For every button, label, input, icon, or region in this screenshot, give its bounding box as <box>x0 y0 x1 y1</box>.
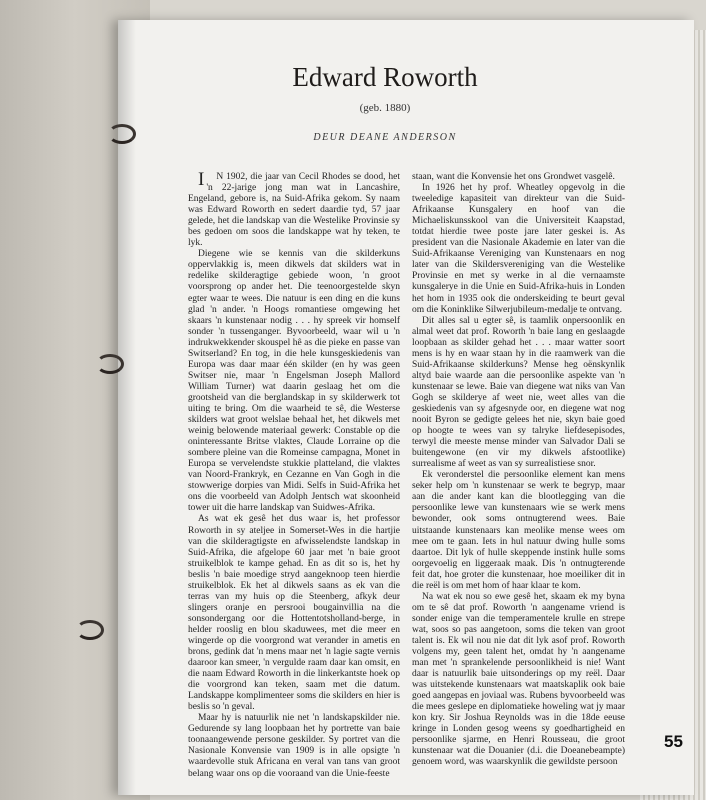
article-title: Edward Roworth <box>292 62 478 92</box>
paragraph: Dit alles sal u egter sê, is taamlik onpersoonlik en almal weet dat prof. Roworth 'n baie lang en geslaagde loopbaan as skilder gehad het . . . maar watter soort mens is hy en waar staan hy in die raamwerk van die Suid-Afrikaanse skilderkuns? Mense heg oënskynlik altyd baie waarde aan die persoonlike aspekte van 'n kunstenaar se lewe. Baie van diegene wat niks van Van Gogh se skilderye af weet nie, weet alles van die geskiedenis van sy afgesnyde oor, en diegene wat nog nooit Byron se gedigte gelees het nie, skyn baie goed op hoogte te wees van sy talryke liefdesepisodes, terwyl die meeste mense minder van Salvador Dali se buitengewone (en vir my dikwels afstootlike) surrealisme af weet as van sy surrealistiese snor. <box>412 315 625 470</box>
binder-ring <box>76 620 104 640</box>
right-text-column <box>412 172 625 769</box>
binder-ring <box>96 354 124 374</box>
article-byline: DEUR DEANE ANDERSON <box>313 132 457 143</box>
paragraph: Na wat ek nou so ewe gesê het, skaam ek my byna om te sê dat prof. Roworth 'n aangename vriend is sonder enige van die temperamentele krulle en strepe wat, soos so pas aangetoon, soms die teken van groot talent is. Ek wil nou nie dat dit lyk asof prof. Roworth volgens my, geen talent het, omdat hy 'n aangename man met 'n sprankelende persoonlikheid is nie! Want daar is natuurlik baie uitsonderings op my reël. Daar was uitstekende kunstenaars wat maatskaplik ook baie goed aangepas en joviaal was. Rubens byvoorbeeld was die mees geslepe en diplomatieke howeling wat jy maar kon kry. Sir Joshua Reynolds was in die 18de eeuse kringe in Londen gesog weens sy goedhartigheid en persoonlike sjarme, en Henri Rousseau, die groot kunstenaar wat die Douanier (d.i. die Doeanebeampte) genoem word, was waarskynlik die gewildste persoon <box>412 591 625 768</box>
paragraph: Diegene wie se kennis van die skilderkuns oppervlakkig is, meen dikwels dat skilders wat in redelike skilderagtige gebiede woon, 'n groot voorsprong op ander het. Die teenoorgestelde skyn egter waar te wees. Die natuur is een ding en die kuns glad 'n ander. 'n Hoogs romantiese omgewing het skaars 'n kunstenaar nodig . . . hy spreek vir homself sonder 'n tussenganger. Byvoorbeeld, waar wil u 'n indrukwekkender skouspel hê as die pieke en passe van Switserland? En tog, in die hele kunsgeskiedenis van Europa was daar maar één skilder (en hy was geen Switser nie, maar 'n Engelsman Joseph Mallord William Turner) wat daarin geslaag het om die grootsheid van die berglandskap in sy skilderwerk tot uiting te bring. Om die waarheid te sê, die Westerse skilders wat groot welslae behaal het, het dikwels met weinig belowende materiaal gewerk: Constable op die oninteressante Britse vlaktes, Claude Lorraine op die sombere pleine van die Romeinse campagna, Monet in Europa se vervelendste stukkie platteland, die vlaktes van Noord-Frankryk, en Cezanne en Van Gogh in die stowwerige dorpies van Midi. Selfs in Suid-Afrika het ons die voorbeeld van Adolph Jentsch wat skoonheid tower uit die harre landskap van Suidwes-Afrika. <box>188 249 400 514</box>
article-subtitle: (geb. 1880) <box>359 102 411 114</box>
paragraph: Maar hy is natuurlik nie net 'n landskapskilder nie. Gedurende sy lang loopbaan het hy portrette van baie toonaangewende persone geskilder. Sy portret van die Nasionale Konvensie van 1909 is in alle opsigte 'n waardevolle stuk Africana en veral van tans van groot belang waar ons op die vooraand van die Unie-feeste <box>188 713 400 779</box>
paragraph: As wat ek gesê het dus waar is, het professor Roworth in sy ateljee in Somerset-Wes in die hartjie van die skilderagtigste en afwisselendste landskap in Suid-Afrika, die afgelope 60 jaar met 'n baie groot struikelblok te kampe gehad. En as dit so is, het hy beslis 'n baie moedige stryd aangeknoop teen hierdie struikelblok. Ek het al dikwels saans as ek van die terras van my huis op die Steenberg, afkyk deur slingers oranje en persrooi bougainvillia na die sonsondergang oor die Hottentotsholland-berge, in helder rooslig en blou skaduwees, met die meer en wingerde op die voorgrond wat verander in ametis en brons, gedink dat 'n mens maar net 'n lagie sagte vernis daaroor kan smeer, 'n vergulde raam daar kan omsit, en die naam Edward Roworth in die linkerkantste hoek op die voorgrond kan teken, saam met die datum. Landskappe komplimenteer soms die skilders en hier is beslis so 'n geval. <box>188 514 400 713</box>
left-text-column <box>188 169 400 780</box>
paragraph: In 1926 het hy prof. Wheatley opgevolg in die tweeledige kapasiteit van direkteur van die Suid-Afrikaanse Kunsgalery en hoof van die Michaeliskunsskool van die Universiteit Kaapstad, totdat hierdie twee poste jare later geskei is. As president van die Nasionale Akademie en later van die Suid-Afrikaanse Vereniging van Kunstenaars en nog later van die Skildersvereniging van die Westelike Provinsie en met sy werke in al die vernaamste kunsgalerye in die Unie en Suid-Afrika-huis in Londen het hom in 1935 ook die onderskeiding te beurt geval om die Koninklike Silwerjubileum-medalje te ontvang. <box>412 183 625 315</box>
binder-ring <box>108 124 136 144</box>
paragraph: staan, want die Konvensie het ons Grondwet vasgelê. <box>412 172 615 182</box>
paragraph: IN 1902, die jaar van Cecil Rhodes se dood, het 'n 22-jarige jong man wat in Lancashire, Engeland, gebore is, na Suid-Afrika gekom. Sy naam was Edward Roworth en sedert daardie tyd, 57 jaar gelede, het die landskap van die Westelike Provinsie sy bes gedoen om soos die landskappe wat hy teken, te lyk. <box>188 169 400 249</box>
paragraph: Ek veronderstel die persoonlike element kan mens seker help om 'n kunstenaar se werk te begryp, maar aan die ander kant kan die blootlegging van die persoonlike lewe van kunstenaars wie se werk mens bewonder, ook soms ontnugterend wees. Baie uitstaande kunstenaars kan meolike mense wees om mee om te gaan. Iets in hul natuur dwing hulle soms daartoe. Dit lyk of hulle skeppende instink hulle soms oorgevoelig en liggeraak maak. Dis 'n ontnugterende feit dat, hoe groter die kunstenaar, hoe moeiliker dit in die reël is om met hom of haar klaar te kom. <box>412 470 625 591</box>
page-number: 55 <box>664 732 683 751</box>
